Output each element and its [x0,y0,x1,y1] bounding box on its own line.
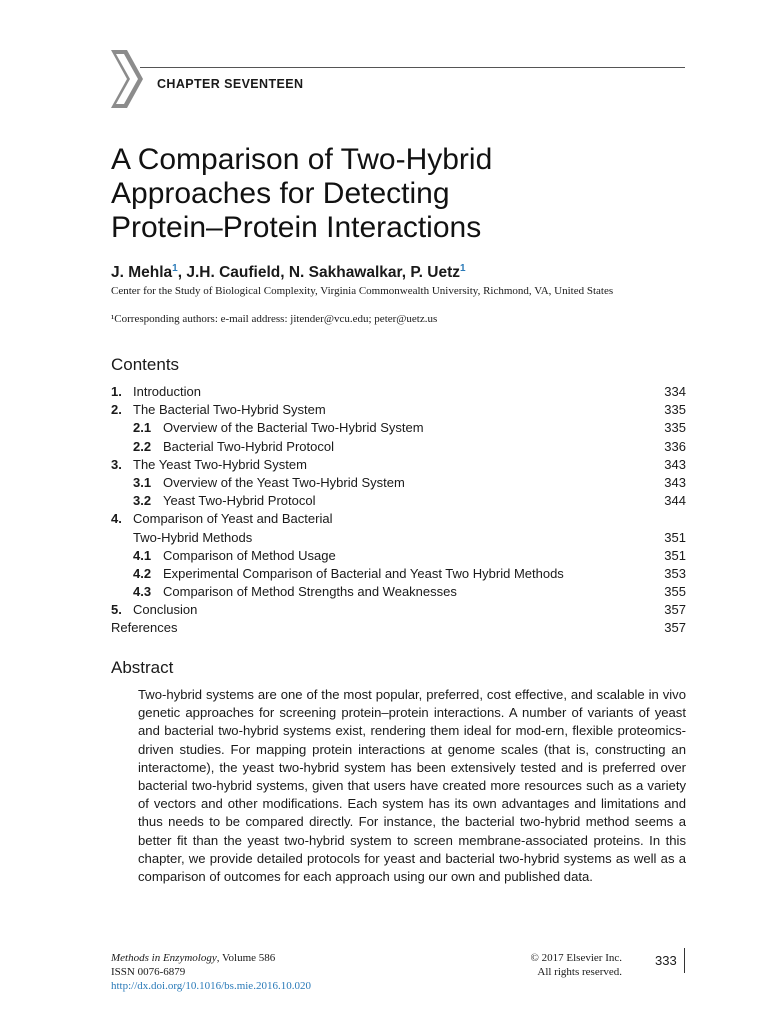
toc-number: 5. [111,602,122,618]
toc-label: Introduction [133,384,201,399]
toc-row [111,583,686,601]
journal-volume: , Volume 586 [216,952,276,964]
corresponding-authors: ¹Corresponding authors: e-mail address: jitender@vcu.edu; peter@uetz.us [111,313,438,325]
toc-label: The Yeast Two-Hybrid System [133,456,307,472]
toc-number: 3. [111,456,122,472]
toc-page: 351 [664,529,686,545]
toc-number: 4. [111,511,122,527]
chapter-label: CHAPTER SEVENTEEN [157,77,304,91]
toc-label: Overview of the Yeast Two-Hybrid System [163,474,405,490]
table-of-contents [111,383,686,638]
page-number: 333 [655,953,677,968]
copyright-notice [500,951,622,979]
toc-row [111,474,686,492]
author-names: , J.H. Caufield, N. Sakhawalkar, P. Uetz [177,264,461,282]
toc-number: 4.2 [133,565,152,581]
toc-page: 357 [664,602,686,618]
journal-name: Methods in Enzymology [111,952,217,964]
toc-number: 4.1 [133,547,152,563]
contents-heading: Contents [111,355,180,374]
rights-line: All rights reserved. [537,966,622,978]
author-list [111,263,466,282]
toc-label: Comparison of Method Usage [163,547,336,563]
chapter-title [111,143,711,245]
toc-page: 336 [664,438,686,454]
toc-number: 2.1 [133,420,152,436]
toc-number: 2.2 [133,438,152,454]
copyright-line: © 2017 Elsevier Inc. [530,952,622,964]
toc-label: Experimental Comparison of Bacterial and Yeast Two Hybrid Methods [163,565,564,581]
toc-page: 355 [664,584,686,600]
toc-row [111,619,686,637]
toc-label: Bacterial Two-Hybrid Protocol [163,438,334,454]
toc-page: 351 [664,547,686,563]
toc-label: Overview of the Bacterial Two-Hybrid System [163,420,424,436]
affiliation: Center for the Study of Biological Complexity, Virginia Commonwealth University, Richmond, VA, United States [111,285,614,297]
toc-row [111,510,686,528]
author-name: J. Mehla [111,264,173,282]
toc-page: 334 [664,384,686,399]
toc-label: Comparison of Method Strengths and Weaknesses [163,584,457,600]
author-footnote-marker: 1 [172,263,178,274]
toc-number: 2. [111,402,122,418]
toc-page: 343 [664,456,686,472]
toc-page: 335 [664,420,686,436]
issn: ISSN 0076-6879 [111,966,186,978]
abstract-heading: Abstract [111,658,174,677]
toc-label: Comparison of Yeast and Bacterial [133,511,333,527]
toc-row [111,565,686,583]
toc-label: Yeast Two-Hybrid Protocol [163,493,316,509]
toc-label: References [111,620,178,636]
toc-label: Two-Hybrid Methods [133,529,253,545]
toc-row [111,529,686,547]
toc-number: 3.1 [133,474,152,490]
page-number-rule [684,948,685,973]
toc-label: The Bacterial Two-Hybrid System [133,402,326,418]
toc-page: 353 [664,565,686,581]
toc-row [111,401,686,419]
doi-link[interactable]: http://dx.doi.org/10.1016/bs.mie.2016.10.020 [111,980,311,992]
toc-number: 1. [111,384,122,399]
title-line: Protein–Protein Interactions [111,211,482,244]
title-line: A Comparison of Two-Hybrid [111,143,493,176]
toc-row [111,438,686,456]
author-footnote-marker: 1 [460,263,466,274]
journal-info [111,951,311,993]
chapter-arrow-icon [109,48,145,110]
toc-row [111,547,686,565]
toc-page: 335 [664,402,686,418]
toc-row [111,383,686,401]
toc-row [111,492,686,510]
toc-row [111,419,686,437]
toc-page: 343 [664,474,686,490]
toc-page: 344 [664,493,686,509]
toc-label: Conclusion [133,602,198,618]
abstract-text: Two-hybrid systems are one of the most popular, preferred, cost effective, and scalable in vivo genetic approaches for screening protein–protein interactions. A number of variants of yeast and bacterial two-hybrid systems exist, rendering them ideal for mod-ern, flexible proteomics-driven studies. For mapping protein interactions at genome scales (that is, constructing an interactome), the yeast two-hybrid system has been extensively tested and is preferred over bacterial two-hybrid systems, given that users have created more resources such as a variety of vectors and other modifications. Each system has its own advantages and limitations and thus needs to be compared directly. For instance, the bacterial two-hybrid method seems a better fit than the yeast two-hybrid system to screen membrane-associated proteins. In this chapter, we provide detailed protocols for yeast and bacterial two-hybrid systems as well as a comparison of outcomes for each approach using our own and published data. [138,687,686,885]
toc-number: 3.2 [133,493,152,509]
toc-row [111,456,686,474]
toc-row [111,601,686,619]
journal-citation [111,951,311,965]
title-line: Approaches for Detecting [111,177,450,210]
toc-number: 4.3 [133,584,152,600]
toc-page: 357 [664,620,686,636]
chapter-rule [140,67,685,68]
